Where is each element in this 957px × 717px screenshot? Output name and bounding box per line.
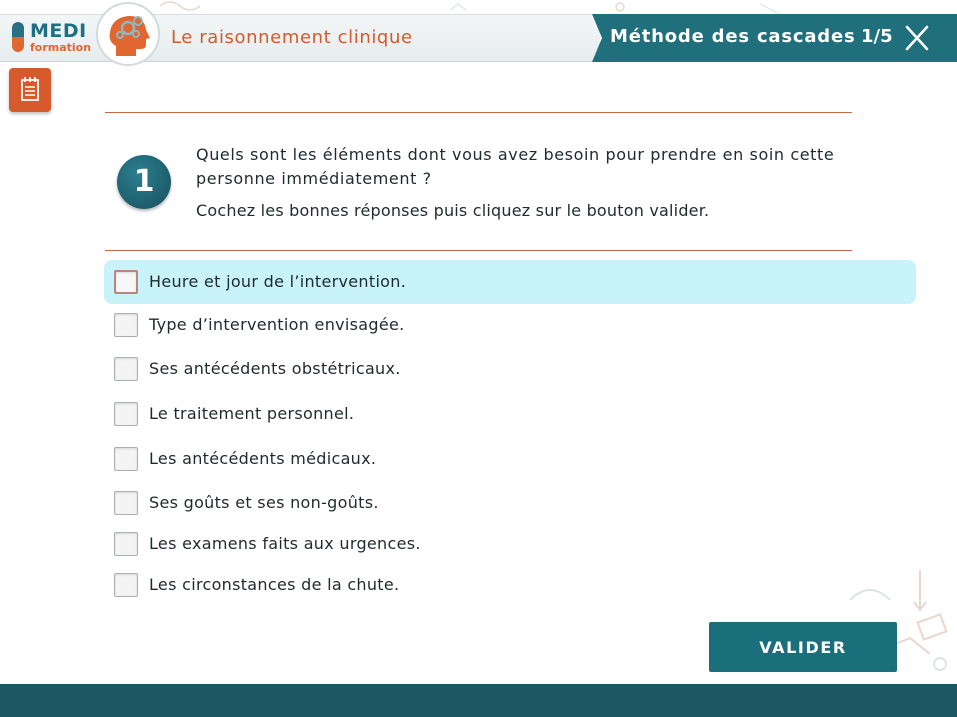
option-label: Le traitement personnel. — [149, 404, 355, 423]
option-checkbox[interactable] — [114, 532, 138, 556]
logo-formation-text: formation — [30, 41, 92, 54]
option-item[interactable] — [104, 437, 916, 481]
validate-button[interactable]: VALIDER — [709, 622, 897, 672]
option-label: Les circonstances de la chute. — [149, 575, 400, 594]
page-counter: 1/5 — [861, 26, 893, 47]
option-item[interactable] — [104, 347, 916, 391]
option-item[interactable] — [104, 303, 916, 347]
option-label: Type d’intervention envisagée. — [149, 315, 405, 334]
option-item[interactable] — [104, 522, 916, 566]
option-checkbox[interactable] — [114, 357, 138, 381]
option-item[interactable] — [104, 481, 916, 525]
option-checkbox[interactable] — [114, 270, 138, 294]
option-label: Ses goûts et ses non-goûts. — [149, 493, 379, 512]
option-checkbox[interactable] — [114, 402, 138, 426]
option-item[interactable] — [104, 563, 916, 607]
logo-medi-text: MEDI — [30, 20, 87, 42]
app-title: Le raisonnement clinique — [171, 27, 413, 48]
question-number-badge: 1 — [117, 155, 171, 209]
brain-gears-icon — [96, 2, 160, 66]
option-item[interactable] — [104, 260, 916, 304]
divider-top — [105, 112, 852, 113]
option-label: Les examens faits aux urgences. — [149, 534, 421, 553]
question-text: Quels sont les éléments dont vous avez besoin pour prendre en soin cette personne immédiatement ? — [196, 145, 835, 188]
option-label: Heure et jour de l’intervention. — [149, 272, 407, 291]
option-label: Les antécédents médicaux. — [149, 449, 377, 468]
option-item[interactable] — [104, 392, 916, 436]
option-checkbox[interactable] — [114, 447, 138, 471]
medi-formation-logo — [8, 20, 98, 56]
close-icon — [902, 24, 932, 52]
method-title: Méthode des cascades — [610, 26, 856, 47]
notepad-icon — [9, 68, 51, 112]
divider-bottom — [105, 250, 852, 251]
pill-icon — [12, 22, 24, 52]
option-checkbox[interactable] — [114, 313, 138, 337]
footer-bar — [0, 684, 957, 717]
option-checkbox[interactable] — [114, 573, 138, 597]
close-button[interactable] — [902, 24, 932, 52]
question-instruction: Cochez les bonnes réponses puis cliquez sur le bouton valider. — [196, 201, 710, 220]
notes-button[interactable] — [9, 68, 51, 112]
option-label: Ses antécédents obstétricaux. — [149, 359, 401, 378]
option-checkbox[interactable] — [114, 491, 138, 515]
